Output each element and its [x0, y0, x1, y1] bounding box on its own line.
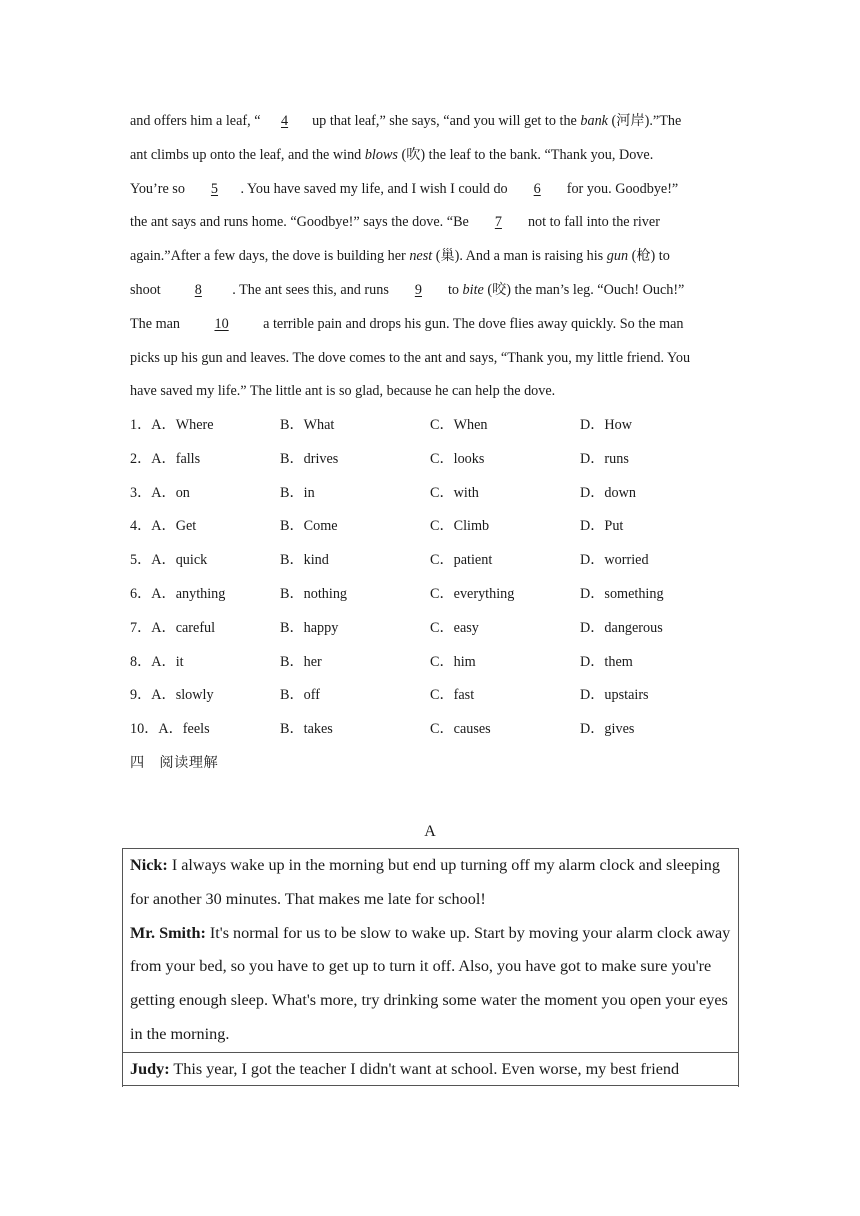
- passage-text: for you. Goodbye!”: [563, 180, 679, 197]
- blank-6: 6: [533, 180, 541, 197]
- option-c: C．easy: [430, 619, 479, 636]
- blank-5: 5: [210, 180, 219, 197]
- option-c: C．everything: [430, 585, 515, 602]
- option-a: 1．A．Where: [130, 417, 214, 433]
- option-b: B．drives: [280, 450, 339, 467]
- italic-word: bite: [462, 281, 484, 298]
- part-label: A: [424, 823, 436, 840]
- passage-line-3: [130, 173, 740, 207]
- passage-text: the ant says and runs home. “Goodbye!” says the dove. “Be: [130, 214, 473, 231]
- italic-word: bank: [580, 113, 608, 129]
- judy-entry: [130, 1053, 731, 1087]
- passage-line-1: [130, 105, 740, 139]
- passage-text: (河岸).”The: [607, 113, 682, 129]
- option-b: B．kind: [280, 552, 329, 569]
- option-a: 2．A．falls: [130, 450, 201, 467]
- section-heading: 四 阅读理解: [130, 755, 219, 771]
- option-c: C．fast: [430, 687, 475, 704]
- option-a: 10．A．feels: [130, 721, 210, 738]
- passage-line-8: picks up his gun and leaves. The dove comes to the ant and says, “Thank you, my little friend. You: [130, 349, 691, 366]
- option-d: D．How: [580, 417, 633, 433]
- option-c: C．looks: [430, 450, 485, 467]
- passage-line-5: [130, 240, 740, 274]
- option-d: D．Put: [580, 518, 624, 535]
- option-row: [130, 409, 730, 443]
- blank-8: 8: [194, 281, 202, 298]
- passage-text: to: [444, 281, 463, 298]
- passage-text: The man: [130, 315, 184, 332]
- option-b: B．in: [280, 484, 315, 501]
- blank-7: 7: [494, 214, 502, 231]
- option-b: B．her: [280, 653, 322, 670]
- italic-word: nest: [409, 248, 433, 265]
- passage-line-6: [130, 274, 740, 308]
- passage-line-2: [130, 139, 740, 173]
- blank-4: 4: [280, 113, 289, 129]
- option-a: 8．A．it: [130, 653, 184, 670]
- passage-text: and offers him a leaf, “: [130, 113, 261, 129]
- option-b: B．off: [280, 687, 320, 704]
- passage-text: You’re so: [130, 180, 189, 197]
- passage-line-4: [130, 206, 740, 240]
- option-row: [130, 679, 730, 713]
- passage-text: . You have saved my life, and I wish I could do: [240, 180, 512, 197]
- option-a: 7．A．careful: [130, 619, 216, 636]
- passage-line-9: have saved my life.” The little ant is so glad, because he can help the dove.: [130, 383, 556, 400]
- passage-text: shoot: [130, 281, 165, 298]
- nick-entry: [130, 849, 731, 917]
- option-a: 4．A．Get: [130, 518, 197, 535]
- passage-text: . The ant sees this, and runs: [232, 281, 393, 298]
- option-a: 6．A．anything: [130, 585, 226, 602]
- option-d: D．dangerous: [580, 619, 663, 636]
- blank-9: 9: [414, 281, 422, 298]
- option-row: [130, 544, 730, 578]
- speaker-name: Judy:: [130, 1059, 170, 1078]
- passage-text: up that leaf,” she says, “and you will get to the: [308, 113, 581, 129]
- answer-options: [130, 409, 730, 747]
- option-b: B．Come: [280, 518, 338, 535]
- option-d: D．gives: [580, 721, 635, 738]
- option-d: D．worried: [580, 552, 649, 569]
- passage-text: not to fall into the river: [524, 214, 660, 231]
- option-row: [130, 612, 730, 646]
- passage-text: again.”After a few days, the dove is building her: [130, 248, 410, 265]
- italic-word: gun: [606, 248, 629, 265]
- smith-entry: [130, 917, 731, 1052]
- passage-text: a terrible pain and drops his gun. The dove flies away quickly. So the man: [259, 315, 684, 332]
- option-b: B．takes: [280, 721, 333, 738]
- blank-10: 10: [214, 315, 229, 332]
- cloze-passage: [130, 105, 740, 409]
- option-d: D．down: [580, 484, 636, 501]
- option-row: [130, 510, 730, 544]
- passage-text: (咬) the man’s leg. “Ouch! Ouch!”: [483, 281, 685, 298]
- option-row: [130, 646, 730, 680]
- italic-word: blows: [364, 146, 398, 163]
- passage-text: (吹) the leaf to the bank. “Thank you, Dove.: [397, 146, 654, 163]
- passage-text: ant climbs up onto the leaf, and the wind: [130, 146, 365, 163]
- passage-text: (枪) to: [628, 248, 670, 265]
- option-d: D．them: [580, 653, 633, 670]
- option-b: B．happy: [280, 619, 339, 636]
- option-c: C．Climb: [430, 518, 490, 535]
- option-row: [130, 578, 730, 612]
- speaker-text: This year, I got the teacher I didn't want at school. Even worse, my best friend: [169, 1059, 680, 1078]
- option-b: B．What: [280, 417, 335, 433]
- option-row: [130, 443, 730, 477]
- speaker-name: Mr. Smith:: [130, 923, 206, 942]
- option-d: D．upstairs: [580, 687, 649, 704]
- table-cell-nick-smith: [123, 849, 738, 1052]
- option-d: D．runs: [580, 450, 629, 467]
- table-bottom-border: [122, 1085, 739, 1086]
- option-a: 5．A．quick: [130, 552, 208, 569]
- passage-line-7: [130, 308, 740, 342]
- option-c: C．with: [430, 484, 479, 501]
- table-cell-judy: [123, 1052, 738, 1087]
- dialogue-table: [122, 848, 739, 1087]
- option-row: [130, 477, 730, 511]
- option-a: 9．A．slowly: [130, 687, 214, 704]
- option-a: 3．A．on: [130, 484, 190, 501]
- option-c: C．When: [430, 417, 488, 433]
- passage-text: (巢). And a man is raising his: [432, 248, 607, 265]
- option-row: [130, 713, 730, 747]
- option-c: C．causes: [430, 721, 491, 738]
- option-c: C．patient: [430, 552, 493, 569]
- option-d: D．something: [580, 585, 664, 602]
- speaker-text: I always wake up in the morning but end up turning off my alarm clock and sleeping for another 30 minutes. That makes me late for school!: [130, 856, 720, 908]
- option-c: C．him: [430, 653, 476, 670]
- option-b: B．nothing: [280, 585, 348, 602]
- speaker-text: It's normal for us to be slow to wake up. Start by moving your alarm clock away from your bed, so you have to get up to turn it off. Also, you have got to make sure you're getting enough sleep. What's more, try drinking some water the moment you open your eyes in the morning.: [130, 923, 731, 1043]
- speaker-name: Nick:: [130, 856, 168, 874]
